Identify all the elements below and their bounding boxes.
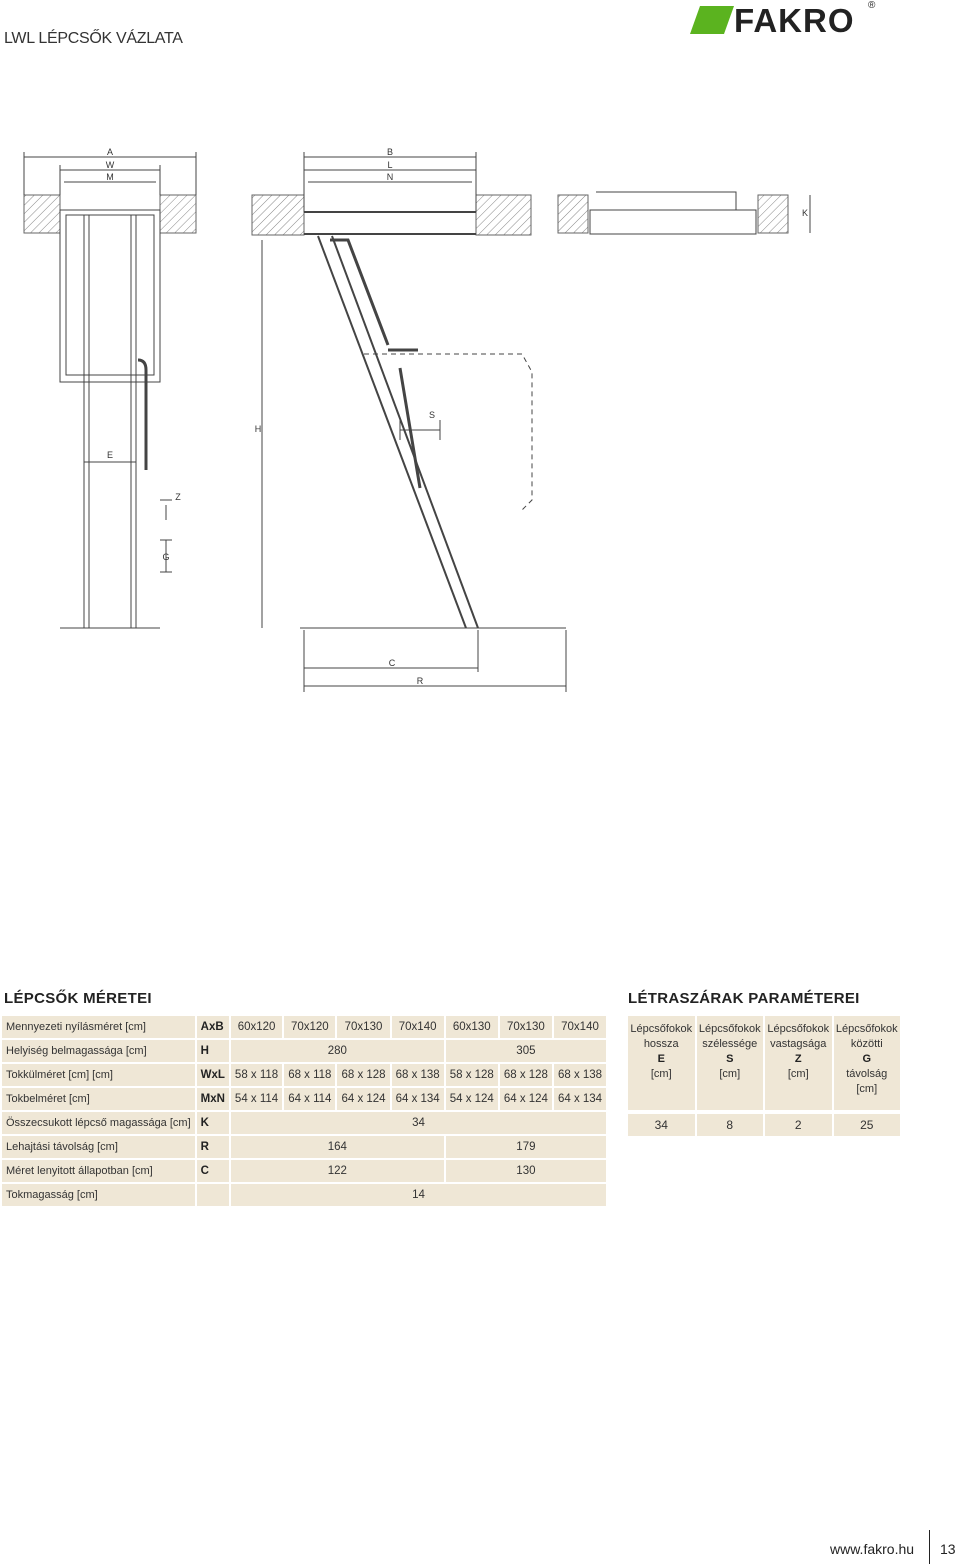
dim-label-e: E [106, 450, 114, 460]
cell-value: 60x120 [231, 1016, 284, 1038]
row-label: Összecsukott lépcső magassága [cm] [2, 1112, 197, 1134]
rung-header-unit: [cm] [787, 1068, 809, 1080]
cell-value: 14 [231, 1184, 608, 1206]
cell-value: 58 x 128 [446, 1064, 500, 1086]
rung-header-code: E [657, 1053, 665, 1065]
fakro-logo [690, 0, 880, 39]
row-code: AxB [197, 1016, 231, 1038]
row-code [197, 1184, 231, 1206]
row-code: K [197, 1112, 231, 1134]
rung-header-code: Z [794, 1053, 802, 1065]
row-label: Tokmagasság [cm] [2, 1184, 197, 1206]
cell-value: 68 x 138 [392, 1064, 446, 1086]
rung-header-code: S [726, 1053, 734, 1065]
stairs-dimensions-table [2, 1014, 608, 1208]
dim-label-z: Z [175, 492, 181, 502]
cell-value: 68 x 128 [500, 1064, 554, 1086]
page-title: LWL LÉPCSŐK VÁZLATA [4, 30, 183, 47]
cell-value: 280 [231, 1040, 446, 1062]
rung-header-unit: [cm] [856, 1083, 878, 1095]
page-number: 13 [940, 1541, 956, 1557]
row-code: C [197, 1160, 231, 1182]
rung-header-line2: hossza [643, 1038, 679, 1050]
cell-value: 164 [231, 1136, 446, 1158]
table-row [2, 1040, 608, 1062]
footer-url: www.fakro.hu [830, 1541, 915, 1557]
cell-value: 130 [446, 1160, 608, 1182]
cell-value: 64 x 124 [337, 1088, 391, 1110]
rung-header-unit: [cm] [650, 1068, 672, 1080]
rung-value-cell: 8 [697, 1114, 764, 1136]
cell-value: 70x130 [337, 1016, 391, 1038]
dim-label-b: B [386, 147, 394, 157]
rung-header-cell [765, 1016, 832, 1110]
cell-value: 64 x 124 [500, 1088, 554, 1110]
dim-label-s: S [428, 410, 436, 420]
table-row [2, 1136, 608, 1158]
dim-label-r: R [416, 676, 424, 686]
row-label: Lehajtási távolság [cm] [2, 1136, 197, 1158]
stairs-table-title: LÉPCSŐK MÉRETEI [4, 990, 152, 1007]
dim-label-a: A [106, 147, 114, 157]
dim-label-c: C [388, 658, 396, 668]
rung-header-line1: Lépcsőfokok [835, 1023, 898, 1035]
cell-value: 70x120 [284, 1016, 337, 1038]
table-row [2, 1088, 608, 1110]
table-row [2, 1064, 608, 1086]
table-row [2, 1160, 608, 1182]
cell-value: 70x140 [392, 1016, 446, 1038]
cell-value: 179 [446, 1136, 608, 1158]
rung-header-line2: szélessége [702, 1038, 758, 1050]
cell-value: 58 x 118 [231, 1064, 284, 1086]
table-row [2, 1016, 608, 1038]
rung-value-cell: 25 [834, 1114, 901, 1136]
rung-value-cell: 34 [628, 1114, 695, 1136]
dim-label-n: N [386, 172, 394, 182]
rung-value-cell: 2 [765, 1114, 832, 1136]
cell-value: 54 x 124 [446, 1088, 500, 1110]
dim-label-w: W [105, 160, 115, 170]
row-code: WxL [197, 1064, 231, 1086]
row-label: Helyiség belmagassága [cm] [2, 1040, 197, 1062]
fakro-logo-mark-icon [690, 6, 734, 34]
cell-value: 60x130 [446, 1016, 500, 1038]
row-label: Tokbelméret [cm] [2, 1088, 197, 1110]
row-code: H [197, 1040, 231, 1062]
cell-value: 64 x 114 [284, 1088, 337, 1110]
footer-divider [929, 1530, 930, 1564]
rung-header-unit: [cm] [719, 1068, 741, 1080]
dim-label-l: L [387, 160, 393, 170]
dim-label-m: M [106, 172, 114, 182]
brand-name: FAKRO [734, 2, 855, 39]
row-label: Tokkülméret [cm] [cm] [2, 1064, 197, 1086]
cell-value: 34 [231, 1112, 608, 1134]
table-row [2, 1184, 608, 1206]
row-label: Mennyezeti nyílásméret [cm] [2, 1016, 197, 1038]
cell-value: 64 x 134 [392, 1088, 446, 1110]
rung-header-line1: Lépcsőfokok [698, 1023, 761, 1035]
cell-value: 68 x 138 [554, 1064, 608, 1086]
cell-value: 68 x 118 [284, 1064, 337, 1086]
cell-value: 54 x 114 [231, 1088, 284, 1110]
dim-label-k: K [801, 208, 809, 218]
stair-technical-drawing [0, 140, 960, 700]
rung-header-line1: Lépcsőfokok [630, 1023, 693, 1035]
rung-header-line2: vastagsága [770, 1038, 827, 1050]
rung-header-line1: Lépcsőfokok [767, 1023, 830, 1035]
cell-value: 68 x 128 [337, 1064, 391, 1086]
row-code: R [197, 1136, 231, 1158]
rung-table-title: LÉTRASZÁRAK PARAMÉTEREI [628, 990, 860, 1007]
rung-header-cell [628, 1016, 695, 1110]
rung-header-line3: távolság [846, 1068, 888, 1080]
cell-value: 64 x 134 [554, 1088, 608, 1110]
row-label: Méret lenyitott állapotban [cm] [2, 1160, 197, 1182]
cell-value: 305 [446, 1040, 608, 1062]
rung-header-cell [834, 1016, 901, 1110]
row-code: MxN [197, 1088, 231, 1110]
rung-header-line2: közötti [850, 1038, 883, 1050]
cell-value: 70x140 [554, 1016, 608, 1038]
table-row [2, 1112, 608, 1134]
dim-label-h: H [254, 424, 262, 434]
rung-parameters-table [628, 1016, 900, 1136]
cell-value: 70x130 [500, 1016, 554, 1038]
rung-header-code: G [862, 1053, 872, 1065]
registered-mark: ® [868, 0, 876, 11]
rung-header-cell [697, 1016, 764, 1110]
cell-value: 122 [231, 1160, 446, 1182]
dim-label-g: G [162, 552, 170, 562]
